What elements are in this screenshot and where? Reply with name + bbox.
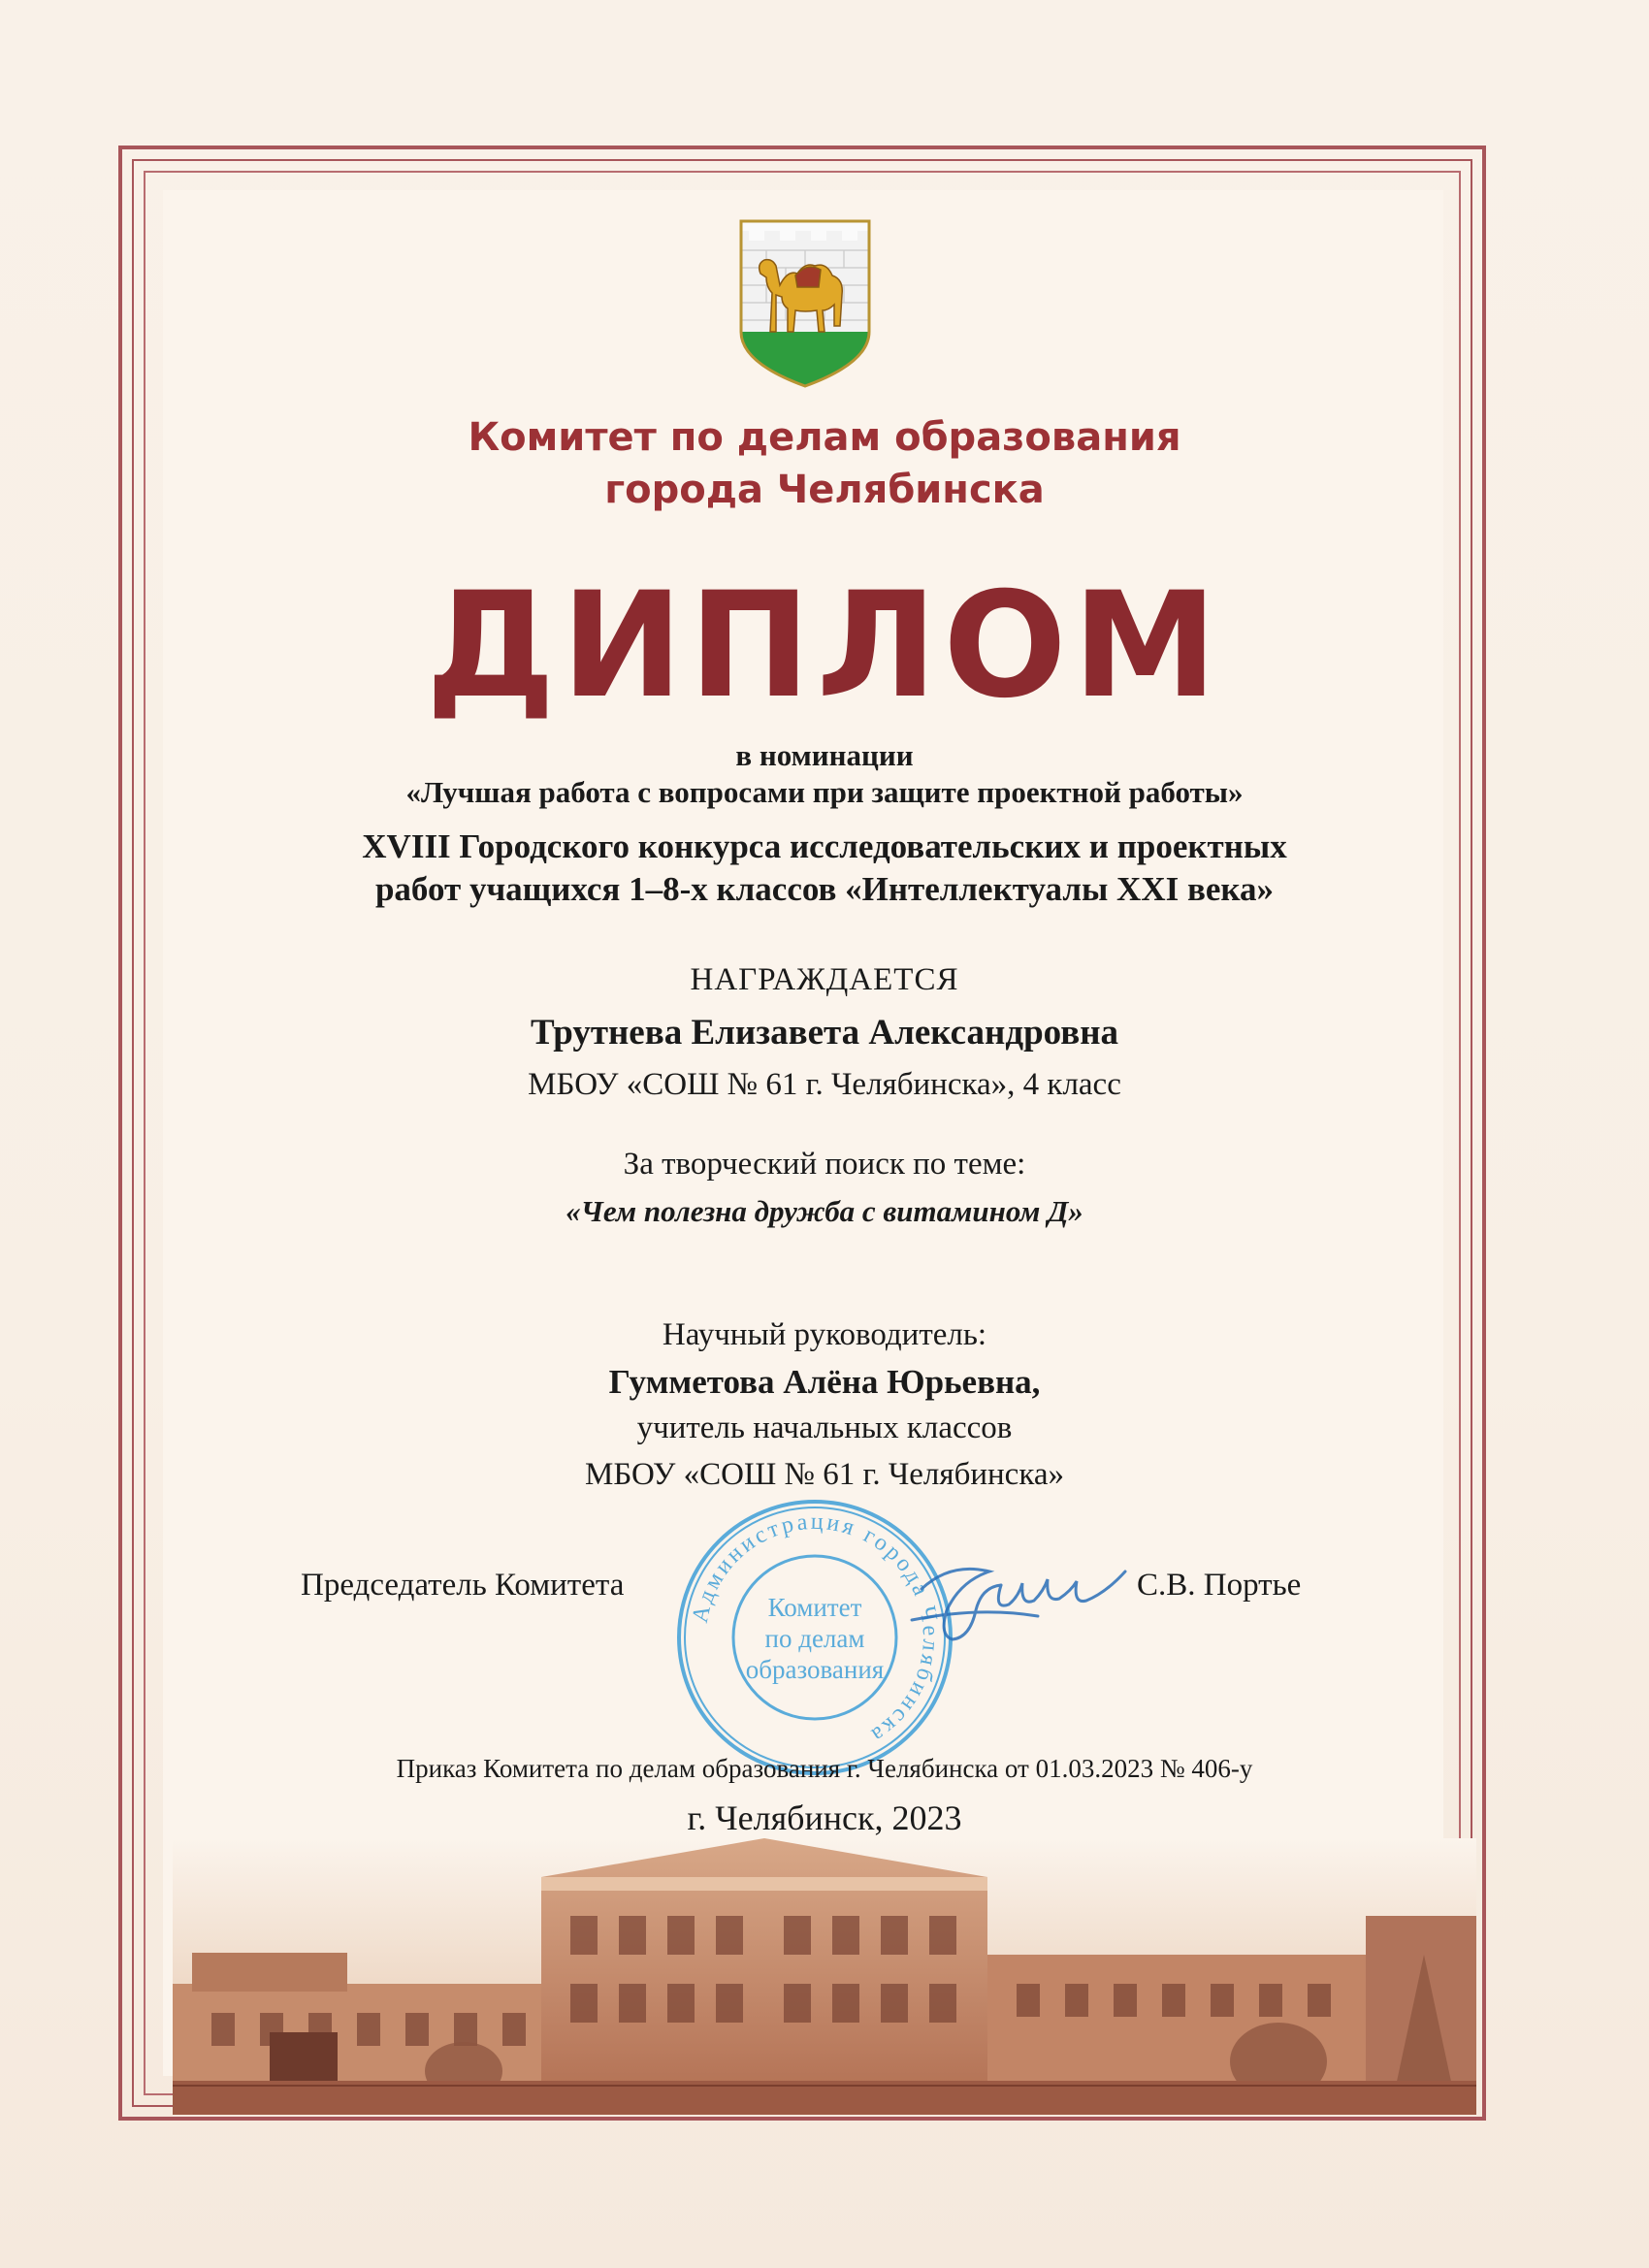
signature-name: С.В. Портье bbox=[1137, 1568, 1302, 1603]
seal-outer-text: Администрация города Челябинска bbox=[687, 1508, 944, 1749]
supervisor-label: Научный руководитель: bbox=[662, 1317, 987, 1352]
nomination-intro: в номинации bbox=[735, 738, 914, 772]
signature-role: Председатель Комитета bbox=[301, 1568, 625, 1603]
place-and-year: г. Челябинск, 2023 bbox=[687, 1798, 962, 1837]
supervisor-position: учитель начальных классов bbox=[636, 1410, 1013, 1445]
seal-inner-line-3: образования bbox=[745, 1655, 885, 1684]
handwritten-signature bbox=[892, 1542, 1145, 1659]
diploma-title: ДИПЛОМ bbox=[425, 562, 1224, 730]
supervisor-school: МБОУ «СОШ № 61 г. Челябинска» bbox=[584, 1457, 1065, 1492]
order-reference: Приказ Комитета по делам образования г. Челябинска от 01.03.2023 № 406-у bbox=[396, 1754, 1253, 1783]
seal-inner-line-2: по делам bbox=[764, 1624, 865, 1653]
awarded-label: НАГРАЖДАЕТСЯ bbox=[690, 962, 959, 997]
recipient-name: Трутнева Елизавета Александровна bbox=[530, 1013, 1119, 1053]
recipient-school: МБОУ «СОШ № 61 г. Челябинска», 4 класс bbox=[528, 1067, 1121, 1102]
contest-line-1: XVIII Городского конкурса исследовательских и проектных bbox=[362, 827, 1287, 865]
nomination-name: «Лучшая работа с вопросами при защите проектной работы» bbox=[405, 775, 1244, 809]
chelyabinsk-coat-of-arms-icon bbox=[737, 217, 873, 390]
seal-inner-line-1: Комитет bbox=[767, 1593, 862, 1622]
committee-name bbox=[0, 411, 1649, 516]
committee-line-1: Комитет по делам образования bbox=[468, 415, 1181, 460]
supervisor-name: Гумметова Алёна Юрьевна, bbox=[608, 1363, 1041, 1401]
topic-title: «Чем полезна дружба с витамином Д» bbox=[566, 1194, 1083, 1228]
topic-label: За творческий поиск по теме: bbox=[623, 1147, 1026, 1182]
contest-line-2: работ учащихся 1–8-х классов «Интеллектуалы XXI века» bbox=[374, 870, 1275, 908]
committee-line-2: города Челябинска bbox=[604, 468, 1045, 512]
school-building-image bbox=[173, 1838, 1476, 2115]
